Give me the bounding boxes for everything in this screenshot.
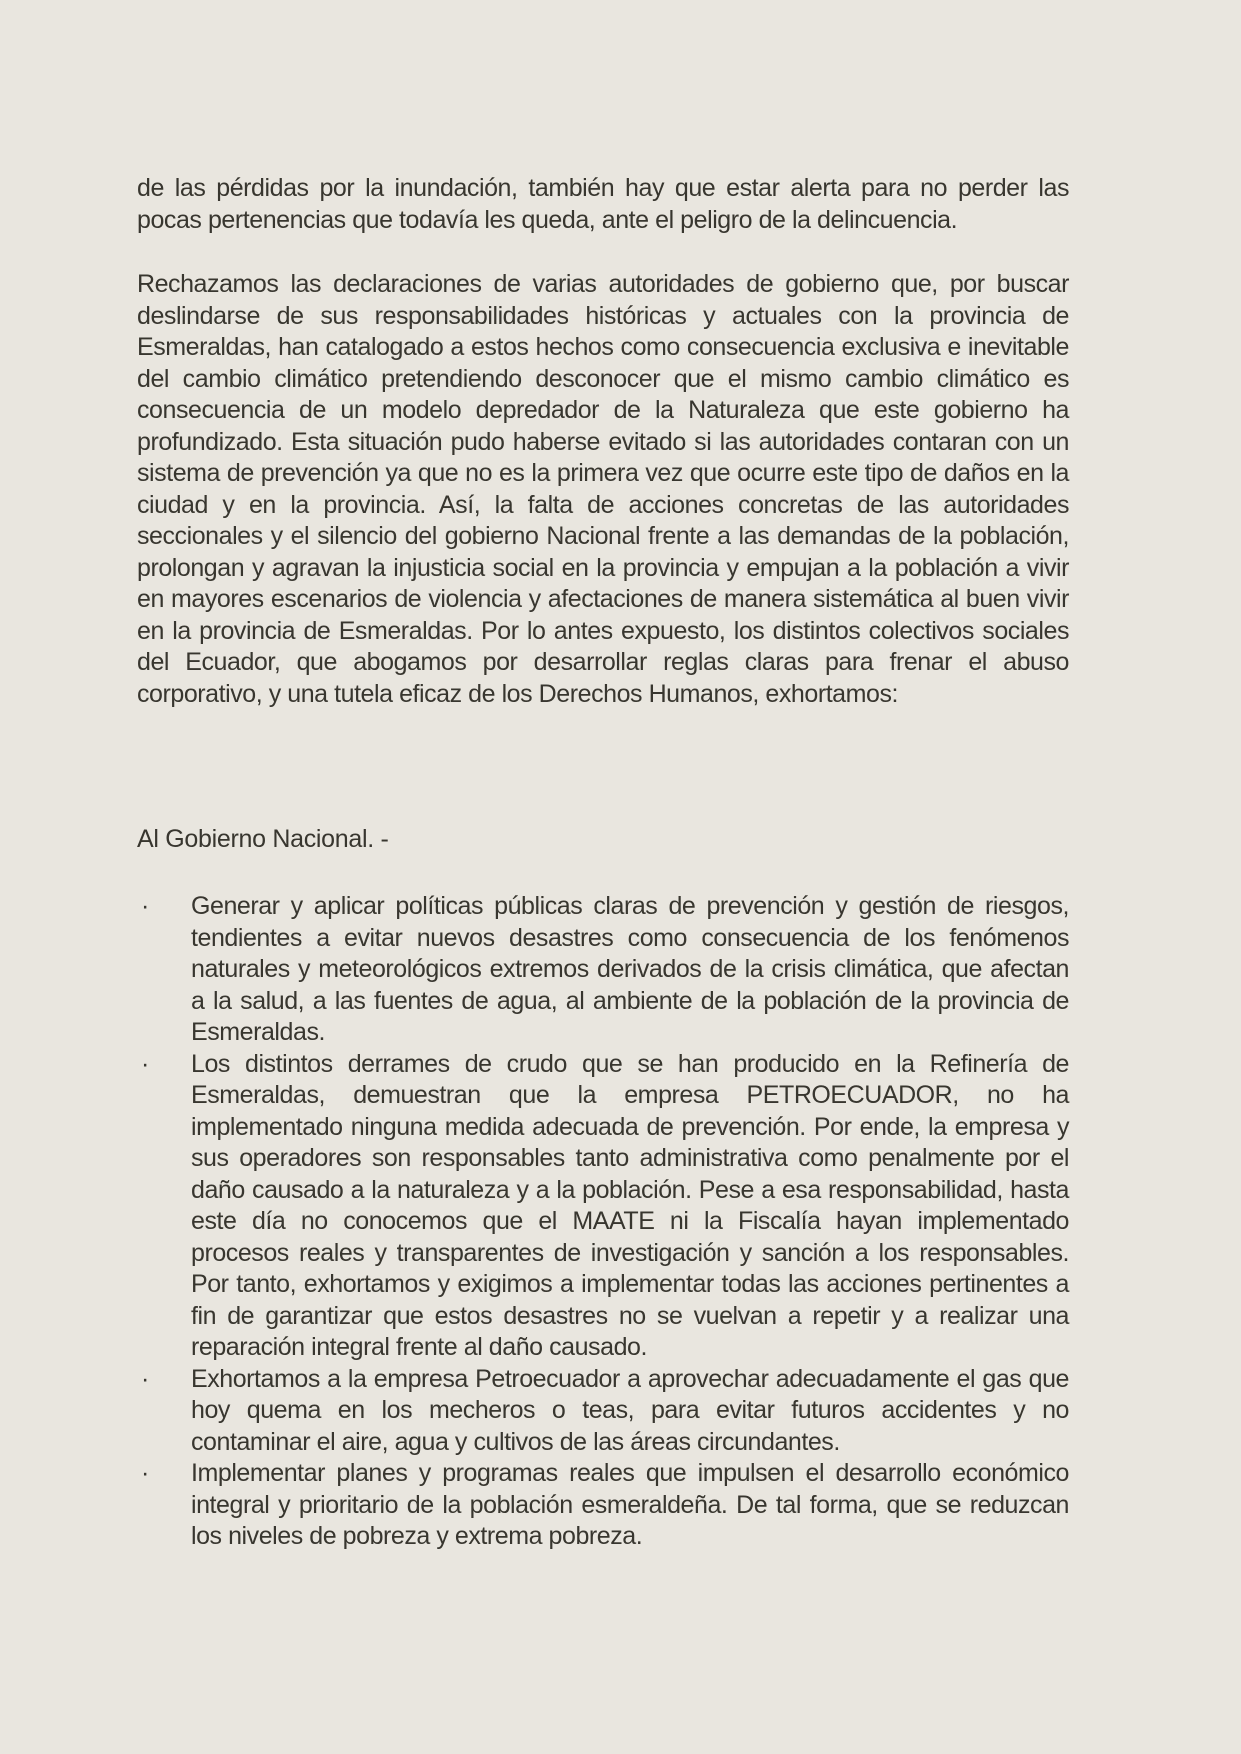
list-item-text: Los distintos derrames de crudo que se han producido en la Refinería de Esmeraldas, demuestran que la empresa PETROECUADOR, no ha implementado ninguna medida adecuada de prevención. Por ende, la empresa y sus operadores son responsables tanto administrativa como penalmente por el daño causado a la naturaleza y a la población. Pese a esa responsabilidad, hasta este día no conocemos que el MAATE ni la Fiscalía hayan implementado procesos reales y transparentes de investigación y sanción a los responsables. Por tanto, exhortamos y exigimos a implementar todas las acciones pertinentes a fin de garantizar que estos desastres no se vuelvan a repetir y a realizar una reparación integral frente al daño causado. xyxy=(191,1049,1069,1361)
paragraph-intro: de las pérdidas por la inundación, también hay que estar alerta para no perder las pocas pertenencias que todavía les queda, ante el peligro de la delincuencia. xyxy=(137,174,1069,234)
list-item-text: Implementar planes y programas reales que impulsen el desarrollo económico integral y prioritario de la población esmeraldeña. De tal forma, que se reduzcan los niveles de pobreza y extrema pobreza. xyxy=(191,1459,1069,1550)
list-item xyxy=(137,891,1069,1049)
list-item xyxy=(137,1049,1069,1364)
list-item xyxy=(137,1364,1069,1459)
bullet-icon: · xyxy=(141,1049,149,1078)
bullet-icon: · xyxy=(141,1364,149,1393)
paragraph-main: Rechazamos las declaraciones de varias autoridades de gobierno que, por buscar deslindarse de sus responsabilidades históricas y actuales con la provincia de Esmeraldas, han catalogado a estos hechos como consecuencia exclusiva e inevitable del cambio climático pretendiendo desconocer que el mismo cambio climático es consecuencia de un modelo depredador de la Naturaleza que este gobierno ha profundizado. Esta situación pudo haberse evitado si las autoridades contaran con un sistema de prevención ya que no es la primera vez que ocurre este tipo de daños en la ciudad y en la provincia. Así, la falta de acciones concretas de las autoridades seccionales y el silencio del gobierno Nacional frente a las demandas de la población, prolongan y agravan la injusticia social en la provincia y empujan a la población a vivir en mayores escenarios de violencia y afectaciones de manera sistemática al buen vivir en la provincia de Esmeraldas. Por lo antes expuesto, los distintos colectivos sociales del Ecuador, que abogamos por desarrollar reglas claras para frenar el abuso corporativo, y una tutela eficaz de los Derechos Humanos, exhortamos: xyxy=(137,270,1069,708)
list-item-text: Generar y aplicar políticas públicas claras de prevención y gestión de riesgos, tendientes a evitar nuevos desastres como consecuencia de los fenómenos naturales y meteorológicos extremos derivados de la crisis climática, que afectan a la salud, a las fuentes de agua, al ambiente de la población de la provincia de Esmeraldas. xyxy=(191,892,1069,1046)
list-item-text: Exhortamos a la empresa Petroecuador a aprovechar adecuadamente el gas que hoy quema en los mecheros o teas, para evitar futuros accidentes y no contaminar el aire, agua y cultivos de las áreas circundantes. xyxy=(191,1364,1069,1456)
section-heading: Al Gobierno Nacional. - xyxy=(137,825,389,853)
bullet-list xyxy=(137,891,1069,1553)
list-item xyxy=(137,1458,1069,1553)
bullet-icon: · xyxy=(141,1459,149,1487)
bullet-icon: · xyxy=(141,892,149,920)
